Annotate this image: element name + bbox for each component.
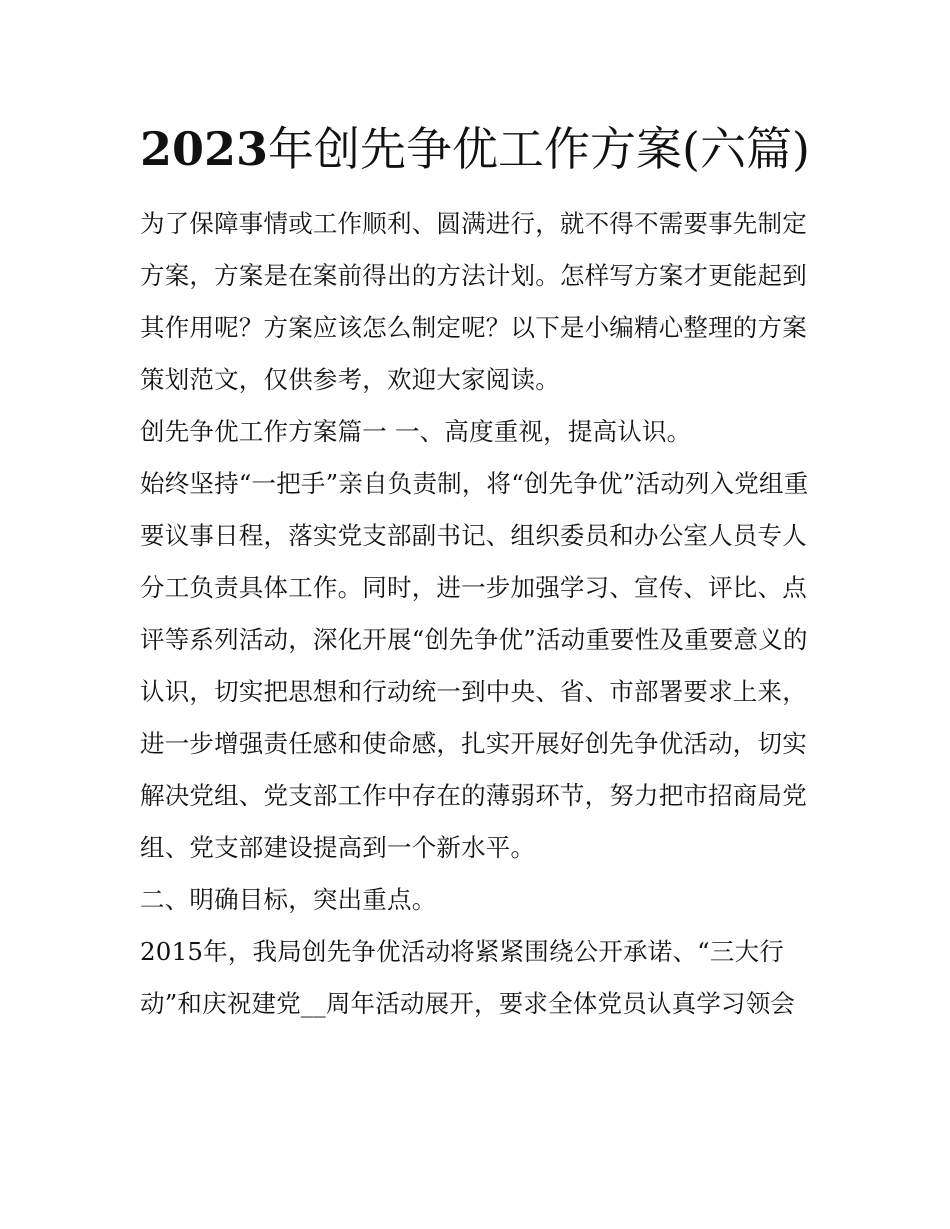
document-page bbox=[140, 118, 820, 1030]
document-title bbox=[140, 118, 820, 180]
document-body bbox=[140, 198, 820, 1030]
title-text: 年创先争优工作方案(六篇) bbox=[268, 122, 810, 176]
paragraph-section-1-heading: 创先争优工作方案篇一 一、高度重视，提高认识。 bbox=[140, 417, 692, 446]
paragraph-intro: 为了保障事情或工作顺利、圆满进行，就不得不需要事先制定方案，方案是在案前得出的方法计划。怎样写方案才更能起到其作用呢？方案应该怎么制定呢？以下是小编精心整理的方案策划范文，仅供参考，欢迎大家阅读。 bbox=[140, 209, 807, 394]
title-year: 2023 bbox=[140, 122, 269, 176]
paragraph-section-2-heading: 二、明确目标，突出重点。 bbox=[140, 885, 437, 914]
paragraph-section-1-body: 始终坚持“一把手”亲自负责制，将“创先争优”活动列入党组重要议事日程，落实党支部副书记、组织委员和办公室人员专人分工负责具体工作。同时，进一步加强学习、宣传、评比、点评等系列活动，深化开展“创先争优”活动重要性及重要意义的认识，切实把思想和行动统一到中央、省、市部署要求上来，进一步增强责任感和使命感，扎实开展好创先争优活动，切实解决党组、党支部工作中存在的薄弱环节，努力把市招商局党组、党支部建设提高到一个新水平。 bbox=[140, 469, 809, 862]
paragraph-section-2-body: 2015年，我局创先争优活动将紧紧围绕公开承诺、“三大行动”和庆祝建党__周年活动展开，要求全体党员认真学习领会 bbox=[140, 937, 796, 1018]
